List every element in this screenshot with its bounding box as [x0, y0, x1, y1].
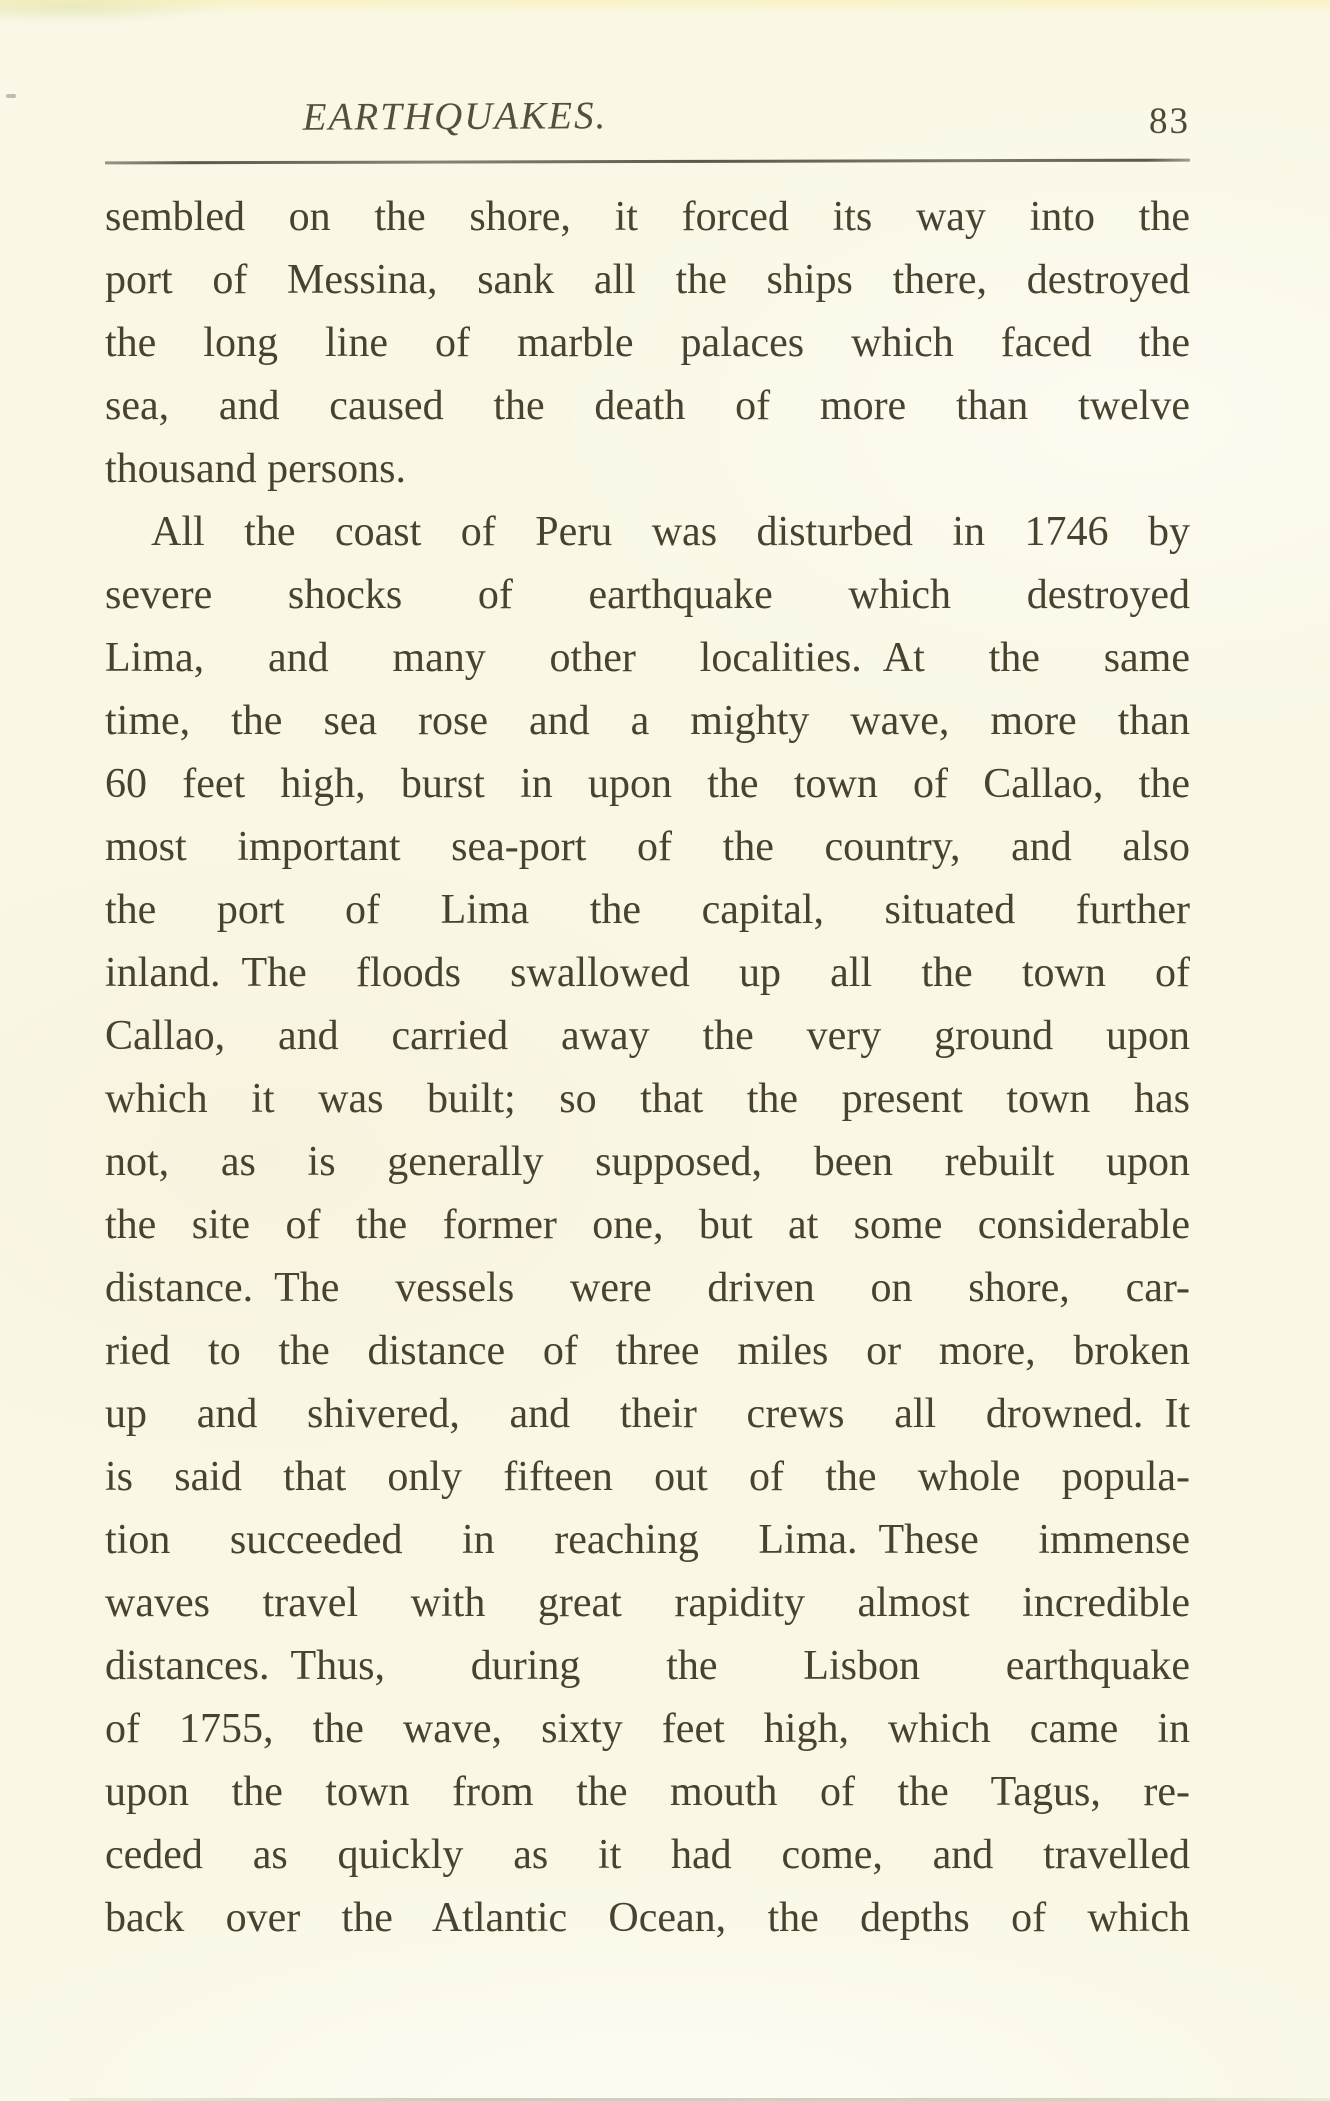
scan-speck [6, 94, 16, 98]
text-line: port of Messina, sank all the ships there, destroyed [105, 257, 1190, 303]
text-line: ried to the distance of three miles or more, broken [105, 1328, 1190, 1374]
page-number: 83 [1149, 101, 1190, 142]
text-line: ceded as quickly as it had come, and travelled [105, 1832, 1190, 1878]
text-line: up and shivered, and their crews all drowned. It [105, 1391, 1190, 1437]
text-line: the port of Lima the capital, situated further [105, 887, 1190, 933]
text-block [105, 186, 1190, 1950]
text-line: Callao, and carried away the very ground upon [105, 1013, 1190, 1059]
text-line: time, the sea rose and a mighty wave, more than [105, 698, 1190, 744]
text-line: severe shocks of earthquake which destroyed [105, 572, 1190, 618]
page-header [105, 92, 1190, 152]
text-line: is said that only fifteen out of the whole popula- [105, 1454, 1190, 1500]
text-line: distance. The vessels were driven on shore, car- [105, 1265, 1190, 1311]
running-title: EARTHQUAKES. [302, 94, 608, 139]
paragraph [105, 186, 1190, 501]
text-line: Lima, and many other localities. At the same [105, 635, 1190, 681]
text-line: of 1755, the wave, sixty feet high, which came in [105, 1706, 1190, 1752]
text-line: sea, and caused the death of more than twelve [105, 383, 1190, 429]
text-line: back over the Atlantic Ocean, the depths of which [105, 1895, 1190, 1941]
text-line: not, as is generally supposed, been rebuilt upon [105, 1139, 1190, 1185]
text-line: waves travel with great rapidity almost incredible [105, 1580, 1190, 1626]
text-line: the site of the former one, but at some considerable [105, 1202, 1190, 1248]
paragraph [105, 501, 1190, 1950]
header-rule [105, 159, 1190, 165]
text-line: 60 feet high, burst in upon the town of Callao, the [105, 761, 1190, 807]
text-line: thousand persons. [105, 446, 406, 492]
text-line: most important sea-port of the country, and also [105, 824, 1190, 870]
text-line: sembled on the shore, it forced its way into the [105, 194, 1190, 240]
text-line: tion succeeded in reaching Lima. These immense [105, 1517, 1190, 1563]
text-line: All the coast of Peru was disturbed in 1746 by [151, 509, 1190, 555]
text-line: distances. Thus, during the Lisbon earthquake [105, 1643, 1190, 1689]
text-line: upon the town from the mouth of the Tagus, re- [105, 1769, 1190, 1815]
text-line: the long line of marble palaces which faced the [105, 320, 1190, 366]
text-line: which it was built; so that the present town has [105, 1076, 1190, 1122]
text-line: inland. The floods swallowed up all the town of [105, 950, 1190, 996]
